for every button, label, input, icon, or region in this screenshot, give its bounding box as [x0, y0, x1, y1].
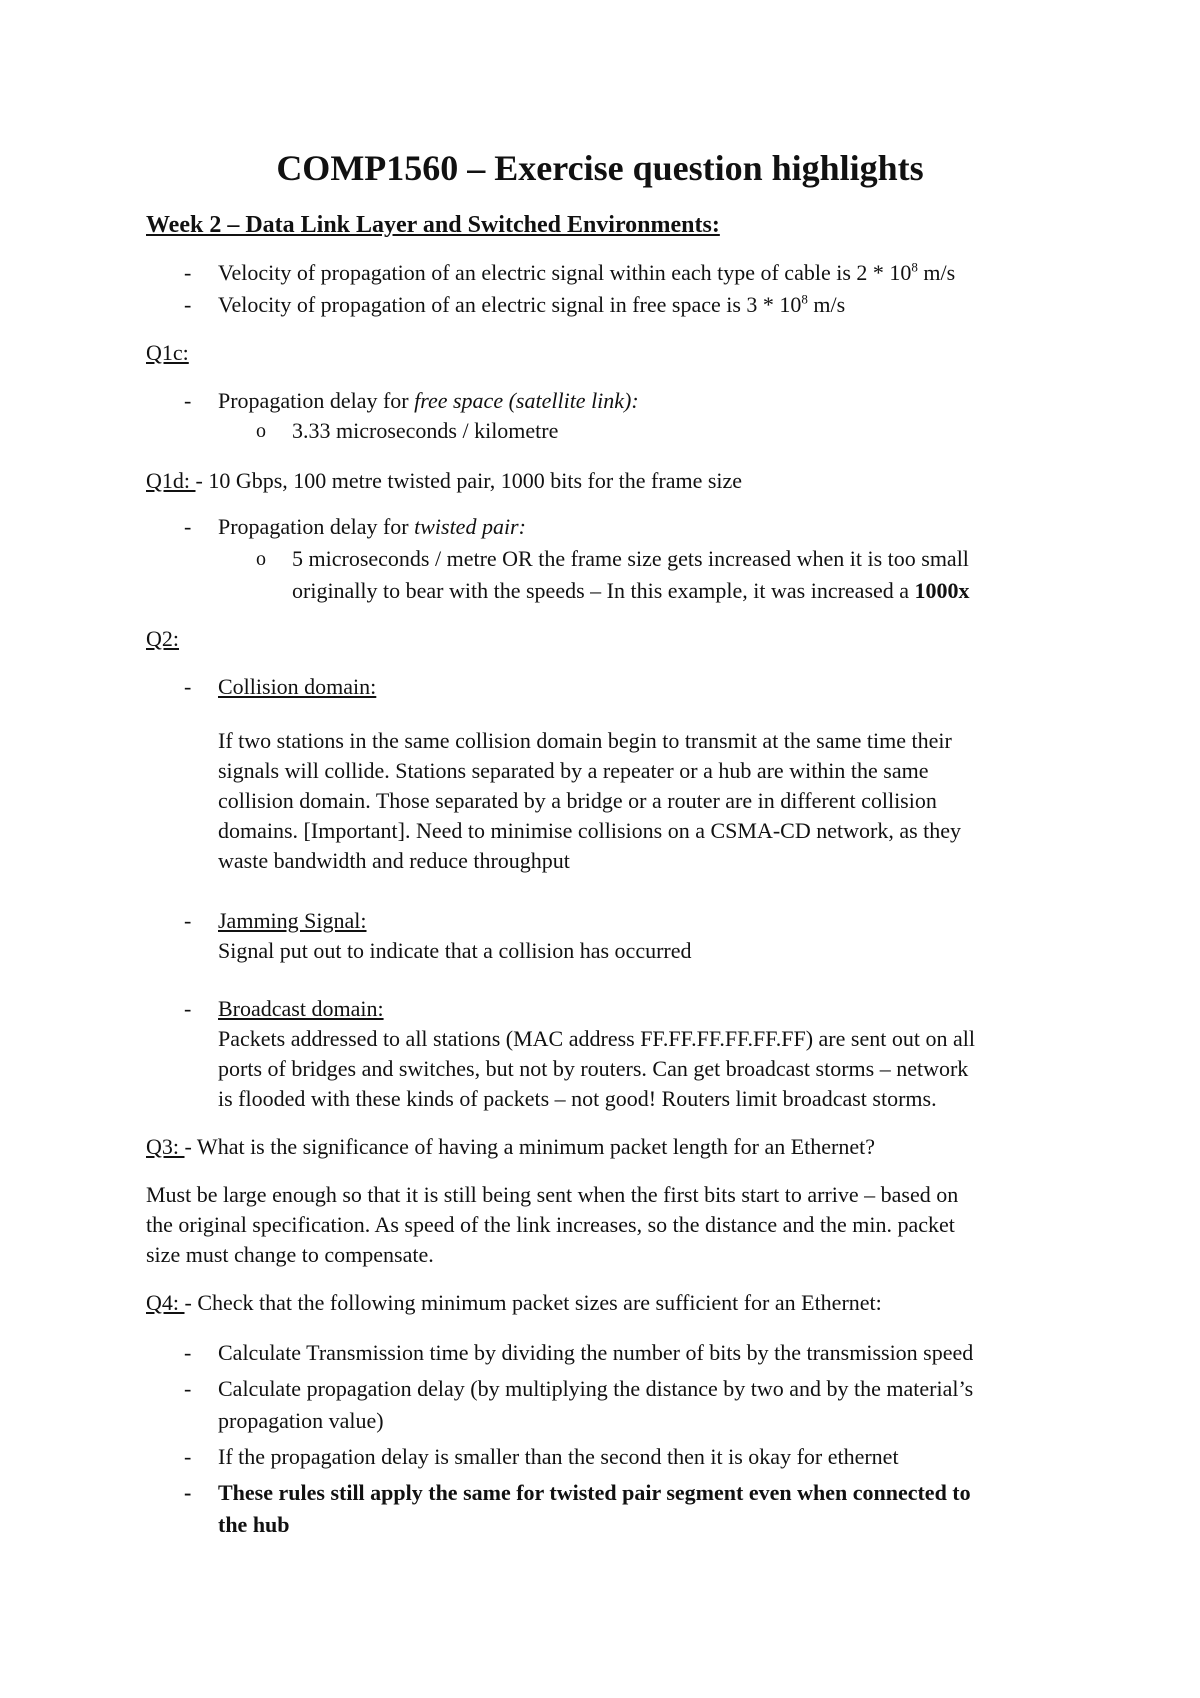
q2-label: Q2: — [146, 626, 179, 651]
collision-line-5: waste bandwidth and reduce throughput — [218, 848, 570, 873]
q4-item-3: If the propagation delay is smaller than the second then it is okay for ethernet — [218, 1444, 899, 1469]
week-heading: Week 2 – Data Link Layer and Switched Environments: — [146, 212, 720, 238]
q1d-sub-line-2: originally to bear with the speeds – In this example, it was increased a 1000x — [292, 578, 970, 603]
q4-line: Q4: - Check that the following minimum packet sizes are sufficient for an Ethernet: — [146, 1290, 882, 1315]
broadcast-line-3: is flooded with these kinds of packets – not good! Routers limit broadcast storms. — [218, 1086, 937, 1111]
q4-bold-line-1: These rules still apply the same for twisted pair segment even when connected to — [218, 1480, 971, 1505]
collision-line-4: domains. [Important]. Need to minimise collisions on a CSMA-CD network, as they — [218, 818, 962, 843]
q1d-sub-line-1: 5 microseconds / metre OR the frame size gets increased when it is too small — [292, 546, 969, 571]
q1d-label: Q1d: — [146, 468, 196, 493]
sub-bullet: o — [256, 420, 266, 442]
intro-line-2: Velocity of propagation of an electric signal in free space is $3 * 10^8$ m/s — [218, 291, 846, 317]
bullet-dash: - — [184, 996, 192, 1021]
broadcast-line-1: Packets addressed to all stations (MAC address FF.FF.FF.FF.FF.FF) are sent out on all — [218, 1026, 975, 1051]
bullet-dash: - — [184, 1376, 192, 1401]
q3-answer-line-3: size must change to compensate. — [146, 1242, 434, 1267]
broadcast-line-2: ports of bridges and switches, but not by routers. Can get broadcast storms – network — [218, 1056, 969, 1081]
q4-item-2-line-2: propagation value) — [218, 1408, 384, 1433]
bullet-dash: - — [184, 1480, 192, 1505]
bullet-dash: - — [184, 908, 192, 933]
q1c-item: Propagation delay for free space (satellite link): — [218, 388, 639, 413]
document-title: COMP1560 – Exercise question highlights — [276, 148, 924, 188]
bullet-dash: - — [184, 1444, 192, 1469]
q3-answer-line-1: Must be large enough so that it is still being sent when the first bits start to arrive – based on — [146, 1182, 959, 1207]
collision-line-2: signals will collide. Stations separated by a repeater or a hub are within the same — [218, 758, 929, 783]
intro-line-1: Velocity of propagation of an electric signal within each type of cable is $2 * 10^8$ m/s — [218, 259, 956, 285]
bullet-dash: - — [184, 292, 192, 317]
q1d-line: Q1d: - 10 Gbps, 100 metre twisted pair, 1000 bits for the frame size — [146, 468, 743, 493]
bullet-dash: - — [184, 1340, 192, 1365]
broadcast-domain-title: Broadcast domain: — [218, 996, 384, 1021]
q3-label: Q3: — [146, 1134, 185, 1159]
collision-domain-title: Collision domain: — [218, 674, 377, 699]
q1c-label: Q1c: — [146, 340, 189, 365]
q4-item-1: Calculate Transmission time by dividing the number of bits by the transmission speed — [218, 1340, 974, 1365]
collision-line-3: collision domain. Those separated by a bridge or a router are in different collision — [218, 788, 937, 813]
q4-item-2-line-1: Calculate propagation delay (by multiplying the distance by two and by the material’s — [218, 1376, 974, 1401]
jamming-signal-text: Signal put out to indicate that a collision has occurred — [218, 938, 692, 963]
bullet-dash: - — [184, 388, 192, 413]
q3-answer-line-2: the original specification. As speed of the link increases, so the distance and the min. packet — [146, 1212, 955, 1237]
q4-bold-line-2: the hub — [218, 1512, 290, 1537]
q1d-item: Propagation delay for twisted pair: — [218, 514, 526, 539]
bullet-dash: - — [184, 514, 192, 539]
q3-line: Q3: - What is the significance of having a minimum packet length for an Ethernet? — [146, 1134, 876, 1159]
q4-label: Q4: — [146, 1290, 185, 1315]
jamming-signal-title: Jamming Signal: — [218, 908, 367, 933]
collision-line-1: If two stations in the same collision domain begin to transmit at the same time their — [218, 728, 952, 753]
sub-bullet: o — [256, 548, 266, 570]
bullet-dash: - — [184, 674, 192, 699]
q1c-sub: 3.33 microseconds / kilometre — [292, 418, 559, 443]
bullet-dash: - — [184, 260, 192, 285]
